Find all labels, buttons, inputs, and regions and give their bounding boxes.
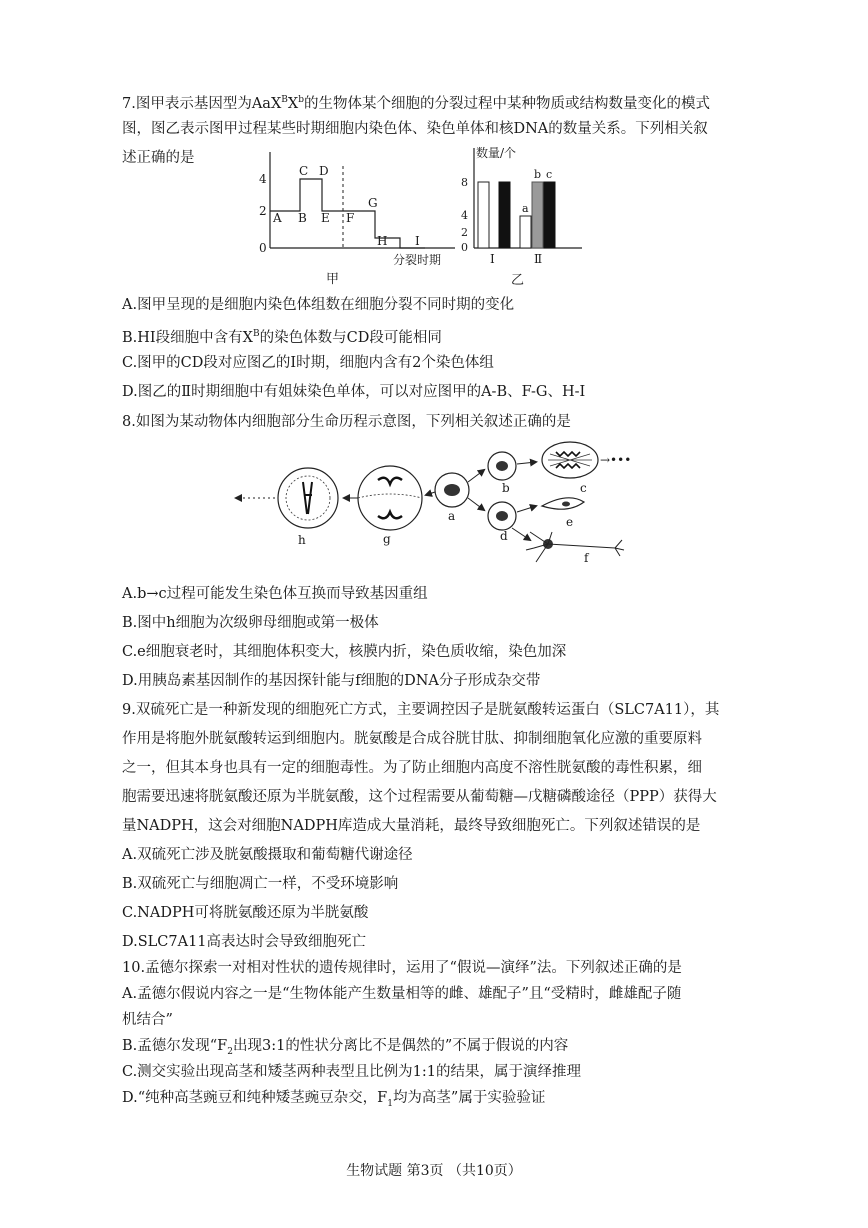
cell-h [278, 468, 338, 528]
q9-option-b: B.双硫死亡与细胞凋亡一样，不受环境影响 [122, 876, 399, 892]
arrow-d-e [517, 506, 536, 512]
figa-label-g: G [368, 196, 378, 210]
arrow-c-dots: →••• [600, 453, 632, 467]
arrow-d-f [512, 528, 530, 540]
figb-ytick-0: 0 [461, 241, 468, 254]
cell-a [435, 473, 469, 507]
page-footer: 生物试题 第3页 （共10页） [346, 1163, 522, 1179]
figa-label-h: H [377, 234, 388, 248]
figb-label-b: b [534, 168, 542, 181]
arrow-b-c [517, 462, 536, 464]
figa-label-f: F [346, 211, 355, 225]
cell-label-a: a [448, 509, 456, 523]
figb-bar-ii-a [520, 216, 531, 248]
figb-bar-i-white [478, 182, 489, 248]
q7-option-a: A.图甲呈现的是细胞内染色体组数在细胞分裂不同时期的变化 [122, 297, 515, 313]
cell-label-d: d [500, 529, 508, 543]
figa-label-i: I [415, 234, 420, 248]
arrow-a-g [426, 492, 435, 495]
q7-stem-line1: 7.图甲表示基因型为$AaX^BX^b$的生物体某个细胞的分裂过程中某种物质或结构数量变化的模式 [122, 95, 710, 112]
cell-b [488, 452, 516, 480]
q9-option-c: C.NADPH可将胱氨酸还原为半胱氨酸 [122, 905, 369, 921]
cell-g [358, 466, 422, 530]
figa-xlabel: 分裂时期 [393, 253, 442, 267]
q7-stem-line2: 图，图乙表示图甲过程某些时期细胞内染色体、染色单体和核DNA的数量关系。下列相关叙 [122, 121, 708, 137]
q10-option-a-line2: 机结合” [122, 1012, 173, 1028]
figa-label-d: D [319, 164, 329, 178]
figa-label-c: C [299, 164, 309, 178]
figb-ytick-2: 2 [461, 226, 468, 239]
q9-stem-line4: 胞需要迅速将胱氨酸还原为半胱氨酸，这个过程需要从葡萄糖—戊糖磷酸途径（PPP）获得大 [122, 789, 717, 805]
arrow-a-b [468, 470, 484, 482]
q8-option-d: D.用胰岛素基因制作的基因探针能与f细胞的DNA分子形成杂交带 [122, 673, 541, 689]
q7-option-d: D.图乙的Ⅱ时期细胞中有姐妹染色单体，可以对应图甲的A-B、F-G、H-I [122, 384, 586, 400]
q10-stem: 10.孟德尔探索一对相对性状的遗传规律时，运用了“假说—演绎”法。下列叙述正确的是 [122, 960, 682, 976]
figa-ytick-0: 0 [259, 241, 267, 255]
q9-stem-line3: 之一，但其本身也具有一定的细胞毒性。为了防止细胞内高度不溶性胱氨酸的毒性积累，细 [122, 760, 702, 776]
figb-caption: 乙 [511, 273, 525, 288]
figa-ytick-2: 2 [259, 204, 267, 218]
arrow-a-d [468, 498, 484, 510]
cell-label-f: f [584, 551, 589, 565]
cell-e [542, 498, 584, 509]
q9-option-d: D.SLC7A11高表达时会导致细胞死亡 [122, 934, 367, 950]
q10-option-d: D.“纯种高茎豌豆和纯种矮茎豌豆杂交，$F_1$均为高茎”属于实验验证 [122, 1090, 546, 1109]
q8-option-a: A.b→c过程可能发生染色体互换而导致基因重组 [122, 586, 428, 602]
q7-option-b: B.HI段细胞中含有$X^B$的染色体数与CD段可能相同 [122, 329, 442, 346]
q9-stem-line2: 作用是将胞外胱氨酸转运到细胞内。胱氨酸是合成谷胱甘肽、抑制细胞氧化应激的重要原料 [122, 731, 702, 747]
figb-xtick-i: Ⅰ [490, 252, 495, 266]
figb-ytick-4: 4 [461, 209, 468, 222]
figa-label-e: E [321, 211, 330, 225]
figa-label-a: A [273, 211, 282, 225]
figb-ytick-8: 8 [461, 176, 468, 189]
q10-option-a-line1: A.孟德尔假说内容之一是“生物体能产生数量相等的雌、雄配子”且“受精时，雌雄配子随 [122, 986, 682, 1002]
q8-option-c: C.e细胞衰老时，其细胞体积变大，核膜内折，染色质收缩，染色加深 [122, 644, 567, 660]
figb-ylabel: 数量/个 [476, 146, 517, 160]
figb-xtick-ii: Ⅱ [534, 252, 543, 266]
figa-label-b: B [298, 211, 307, 225]
cell-f [526, 532, 624, 562]
figure-yi [458, 140, 593, 290]
figa-caption: 甲 [326, 272, 340, 287]
cell-label-h: h [298, 533, 306, 547]
figb-bar-ii-c [544, 182, 555, 248]
cell-label-c: c [580, 481, 587, 495]
figure-jia [250, 148, 460, 288]
q9-stem-line5: 量NADPH，这会对细胞NADPH库造成大量消耗，最终导致细胞死亡。下列叙述错误的是 [122, 818, 701, 834]
figb-label-a: a [522, 202, 529, 215]
figure-cell-life [230, 440, 640, 570]
q9-stem-line1: 9.双硫死亡是一种新发现的细胞死亡方式，主要调控因子是胱氨酸转运蛋白（SLC7A11），其 [122, 702, 720, 718]
q7-stem-line3: 述正确的是 [122, 150, 195, 166]
q9-option-a: A.双硫死亡涉及胱氨酸摄取和葡萄糖代谢途径 [122, 847, 413, 863]
q10-option-b: B.孟德尔发现“$F_2$出现3:1的性状分离比不是偶然的”不属于假说的内容 [122, 1038, 569, 1057]
q8-option-b: B.图中h细胞为次级卵母细胞或第一极体 [122, 615, 379, 631]
q10-option-c: C.测交实验出现高茎和矮茎两种表型且比例为1:1的结果，属于演绎推理 [122, 1064, 582, 1080]
cell-label-b: b [502, 481, 510, 495]
cell-d [488, 502, 516, 530]
figb-bar-ii-b [532, 182, 543, 248]
figa-ytick-4: 4 [259, 172, 267, 186]
cell-label-e: e [566, 515, 574, 529]
q8-stem: 8.如图为某动物体内细胞部分生命历程示意图，下列相关叙述正确的是 [122, 414, 571, 430]
figb-label-c: c [546, 168, 553, 181]
cell-label-g: g [383, 532, 391, 546]
figb-bar-i-black [499, 182, 510, 248]
cell-c [542, 442, 598, 478]
q7-option-c: C.图甲的CD段对应图乙的Ⅰ时期，细胞内含有2个染色体组 [122, 355, 494, 371]
